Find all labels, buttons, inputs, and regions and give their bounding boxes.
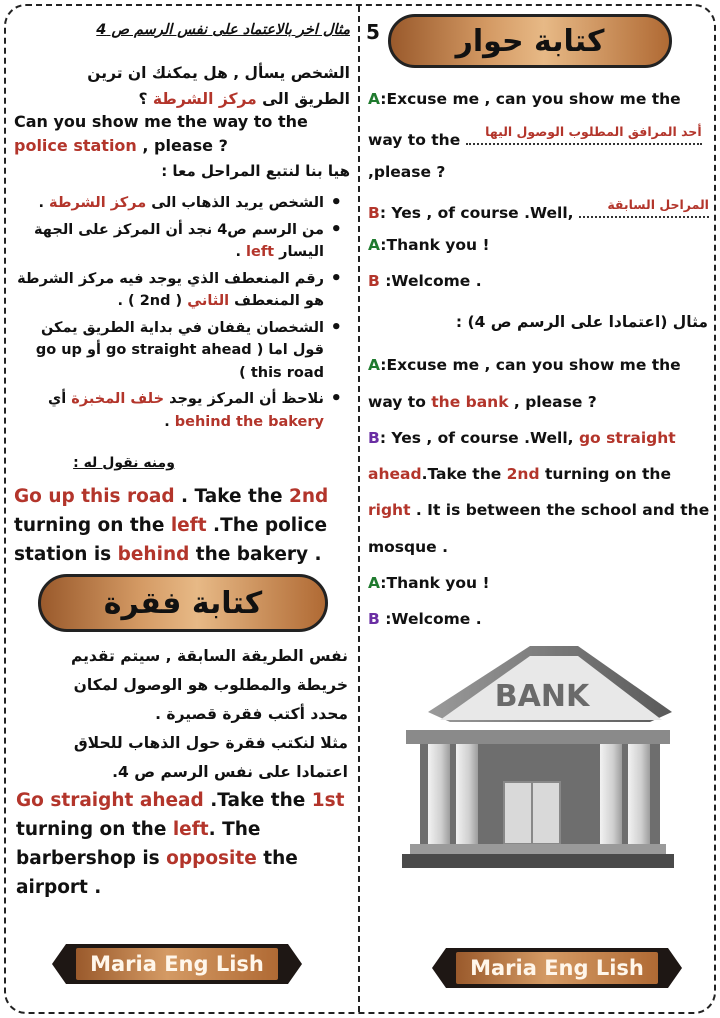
question-arabic-line1: الشخص يسأل , هل يمكنك ان ترين [87,64,350,82]
ans-text: the bakery . [189,544,322,565]
bank-sign: BANK [494,679,590,714]
step-item [14,388,346,433]
step-after: . [235,244,247,260]
ans-text: turning on the [14,515,171,536]
dialog-text: :Excuse me , can you show me the [380,356,681,374]
dialog-text: way to the [368,131,466,149]
para-red: Go straight ahead [16,790,204,811]
dialog-text: : Yes , of course .Well, [379,429,579,447]
step-item [14,268,346,313]
q-ar-red: مركز الشرطة [152,90,257,108]
step-red2: behind the bakery [174,413,324,430]
q-en-part1: Can you show me the way to the [14,112,308,131]
speaker-b-label: B [368,429,380,447]
step-after: . [38,195,50,211]
dialog-red: go straight [578,429,676,447]
bank-building-illustration [400,642,676,882]
dialog-text: way to [368,393,432,411]
step-item [14,219,346,264]
dialog-text: :Excuse me , can you show me the [380,90,681,108]
para-red: 1st [311,790,345,811]
dialog2-b-line2 [368,465,671,483]
paragraph-answer [16,786,348,902]
dialog1-b-line [368,197,709,222]
dialog1-a2-line [368,236,490,254]
speaker-a-label: A [368,236,381,254]
dialog-text: . It is between the school and the [410,501,710,519]
speaker-b-label: B [368,610,380,628]
answer-paragraph [14,482,344,569]
step-item [14,192,346,215]
dialog-text: :Welcome . [379,272,482,290]
bank-column [628,744,650,844]
step-text: رقم المنعطف الذي يوجد فيه مركز الشرطة هو المنعطف [17,270,324,309]
q-ar-prefix: الطريق الى [256,90,350,108]
bank-column [456,744,478,844]
para-text: turning on the [16,819,173,840]
speaker-a-label: A [368,90,381,108]
speaker-b-label: B [368,204,380,222]
para-intro-line: اعتمادا على نفس الرسم ص 4. [112,763,348,781]
dialog-red: right [368,501,411,519]
q-ar-suffix: ؟ [138,90,153,108]
ans-text: . Take the [174,486,289,507]
so-we-say: ومنه نقول له : [73,455,175,471]
dialog-text: turning on the [539,465,671,483]
dialog-text: :Thank you ! [380,236,490,254]
question-arabic [14,60,350,112]
step-red: left [246,244,275,260]
page-number: 5 [366,20,380,44]
steps-intro: هيا بنا لنتبع المراحل معا : [161,162,350,180]
dialog-red: ahead [368,465,422,483]
dialog2-b-line1 [368,429,676,447]
speaker-a-label: A [368,356,381,374]
para-intro-line: محدد أكتب فقرة قصيرة . [155,705,348,723]
ans-text: .The police station is [14,515,328,565]
bank-beam [406,730,670,744]
step-after: ( 2nd ) . [117,293,188,309]
dialogue-writing-ribbon: كتابة حوار [388,14,672,68]
left-heading: مثال اخر بالاعتماد على نفس الرسم ص 4 [96,22,350,38]
step-text: الشخص يريد الذهاب الى [146,195,324,211]
dialog2-a2-line [368,574,490,592]
para-text: the airport . [16,848,298,898]
dialog-text: :Welcome . [379,610,482,628]
dialog2-a-line2 [368,393,597,411]
dialog1-a-line2 [368,124,702,149]
column-divider [358,6,360,1012]
bank-step [410,844,666,854]
step-red: الثاني [187,293,230,309]
para-red: left [172,819,209,840]
para-text: .Take the [203,790,312,811]
dialog2-b-line4: mosque . [368,538,448,556]
question-english [14,110,354,158]
dialog2-b2-line [368,610,482,628]
step-red: خلف المخبزة [71,391,165,407]
dialog1-a-line3: ,please ? [368,163,446,181]
brand-banner-text: Maria Eng Lish [76,948,278,980]
paragraph-intro [14,642,348,787]
dialog-red: 2nd [506,465,540,483]
dialog2-a-line1 [368,356,681,374]
q-en-red: police station [14,136,137,155]
step-text: من الرسم ص4 نجد أن المركز على الجهة اليسار [34,221,324,260]
step-item [14,317,346,385]
step-text: نلاحظ أن المركز يوجد [164,391,324,407]
dialog-text: .Take the [421,465,507,483]
dialog1-a-line1 [368,90,681,108]
ans-red: left [170,515,207,536]
paragraph-writing-ribbon: كتابة فقرة [38,574,328,632]
dialog-text: : Yes , of course .Well, [379,204,579,222]
brand-banner-text: Maria Eng Lish [456,952,658,984]
bank-column [428,744,450,844]
dialog1-b2-line [368,272,482,290]
steps-list [14,192,346,437]
example-heading: مثال (اعتمادا على الرسم ص 4) : [455,313,708,331]
ans-red: 2nd [289,486,329,507]
ans-red: behind [117,544,190,565]
ans-red: Go up this road [14,486,175,507]
para-intro-line: مثلا لنكتب فقرة حول الذهاب للحلاق [73,734,348,752]
para-intro-line: خريطة والمطلوب هو الوصول لمكان [73,676,348,694]
dialog-red: the bank [431,393,509,411]
para-red: opposite [166,848,257,869]
fill-blank-hint: المراحل السابقة [607,197,709,212]
step-red: مركز الشرطة [49,195,147,211]
step-after2: . [164,413,175,430]
bank-base [402,854,674,868]
fill-blank [579,197,709,218]
para-intro-line: نفس الطريقة السابقة , سيتم تقديم [70,647,348,665]
dialog2-b-line3 [368,501,709,519]
dialog-text: :Thank you ! [380,574,490,592]
step-after: أي [47,391,72,407]
dialog-text: , please ? [508,393,597,411]
question-arabic-line2 [14,86,350,112]
fill-blank-hint: أحد المرافق المطلوب الوصول اليها [485,124,702,139]
q-en-part2: , please ? [136,136,228,155]
brand-banner-right [446,948,668,988]
brand-banner-left [66,944,288,984]
para-text: . The barbershop is [16,819,261,869]
bank-column [600,744,622,844]
step-text: الشخصان يقفان في بداية الطريق يمكن قول اما ( go straight ahead أو go up this road ) [35,319,324,381]
speaker-b-label: B [368,272,380,290]
fill-blank [466,124,702,145]
speaker-a-label: A [368,574,381,592]
